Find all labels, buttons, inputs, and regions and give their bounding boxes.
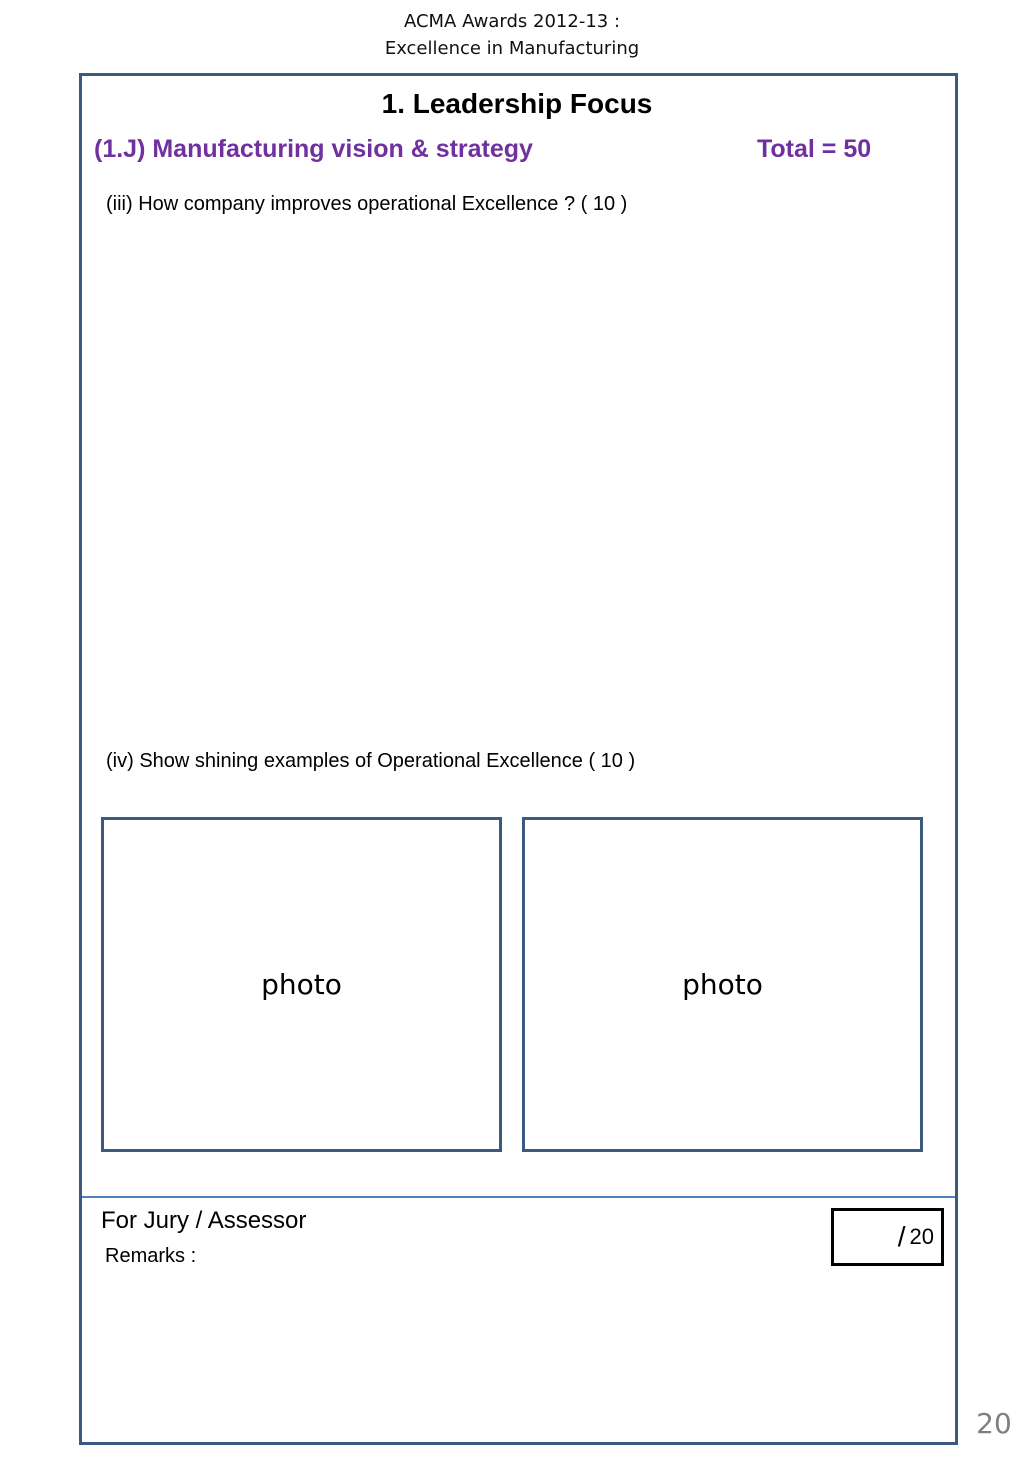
question-iii: (iii) How company improves operational Excellence ? ( 10 ) [106,193,628,215]
question-iv: (iv) Show shining examples of Operational Excellence ( 10 ) [106,750,636,772]
photo-label: photo [261,968,342,1001]
section-title: 1. Leadership Focus [381,88,653,119]
page-number: 20 [976,1407,1012,1440]
header-title: ACMA Awards 2012-13 : [403,11,621,32]
score-max: 20 [909,1224,934,1249]
score-box [831,1208,944,1266]
jury-section-title: For Jury / Assessor [101,1207,307,1234]
remarks-label: Remarks : [105,1245,197,1267]
score-slash: / [897,1221,906,1252]
photo-label: photo [682,968,763,1001]
header-subtitle: Excellence in Manufacturing [384,38,640,59]
subsection-title: (1.J) Manufacturing vision & strategy [94,135,533,163]
form-frame [79,73,958,1445]
photo-placeholder-2 [522,817,923,1152]
jury-divider [82,1196,955,1198]
photo-placeholder-1 [101,817,502,1152]
total-score-label: Total = 50 [757,135,872,163]
